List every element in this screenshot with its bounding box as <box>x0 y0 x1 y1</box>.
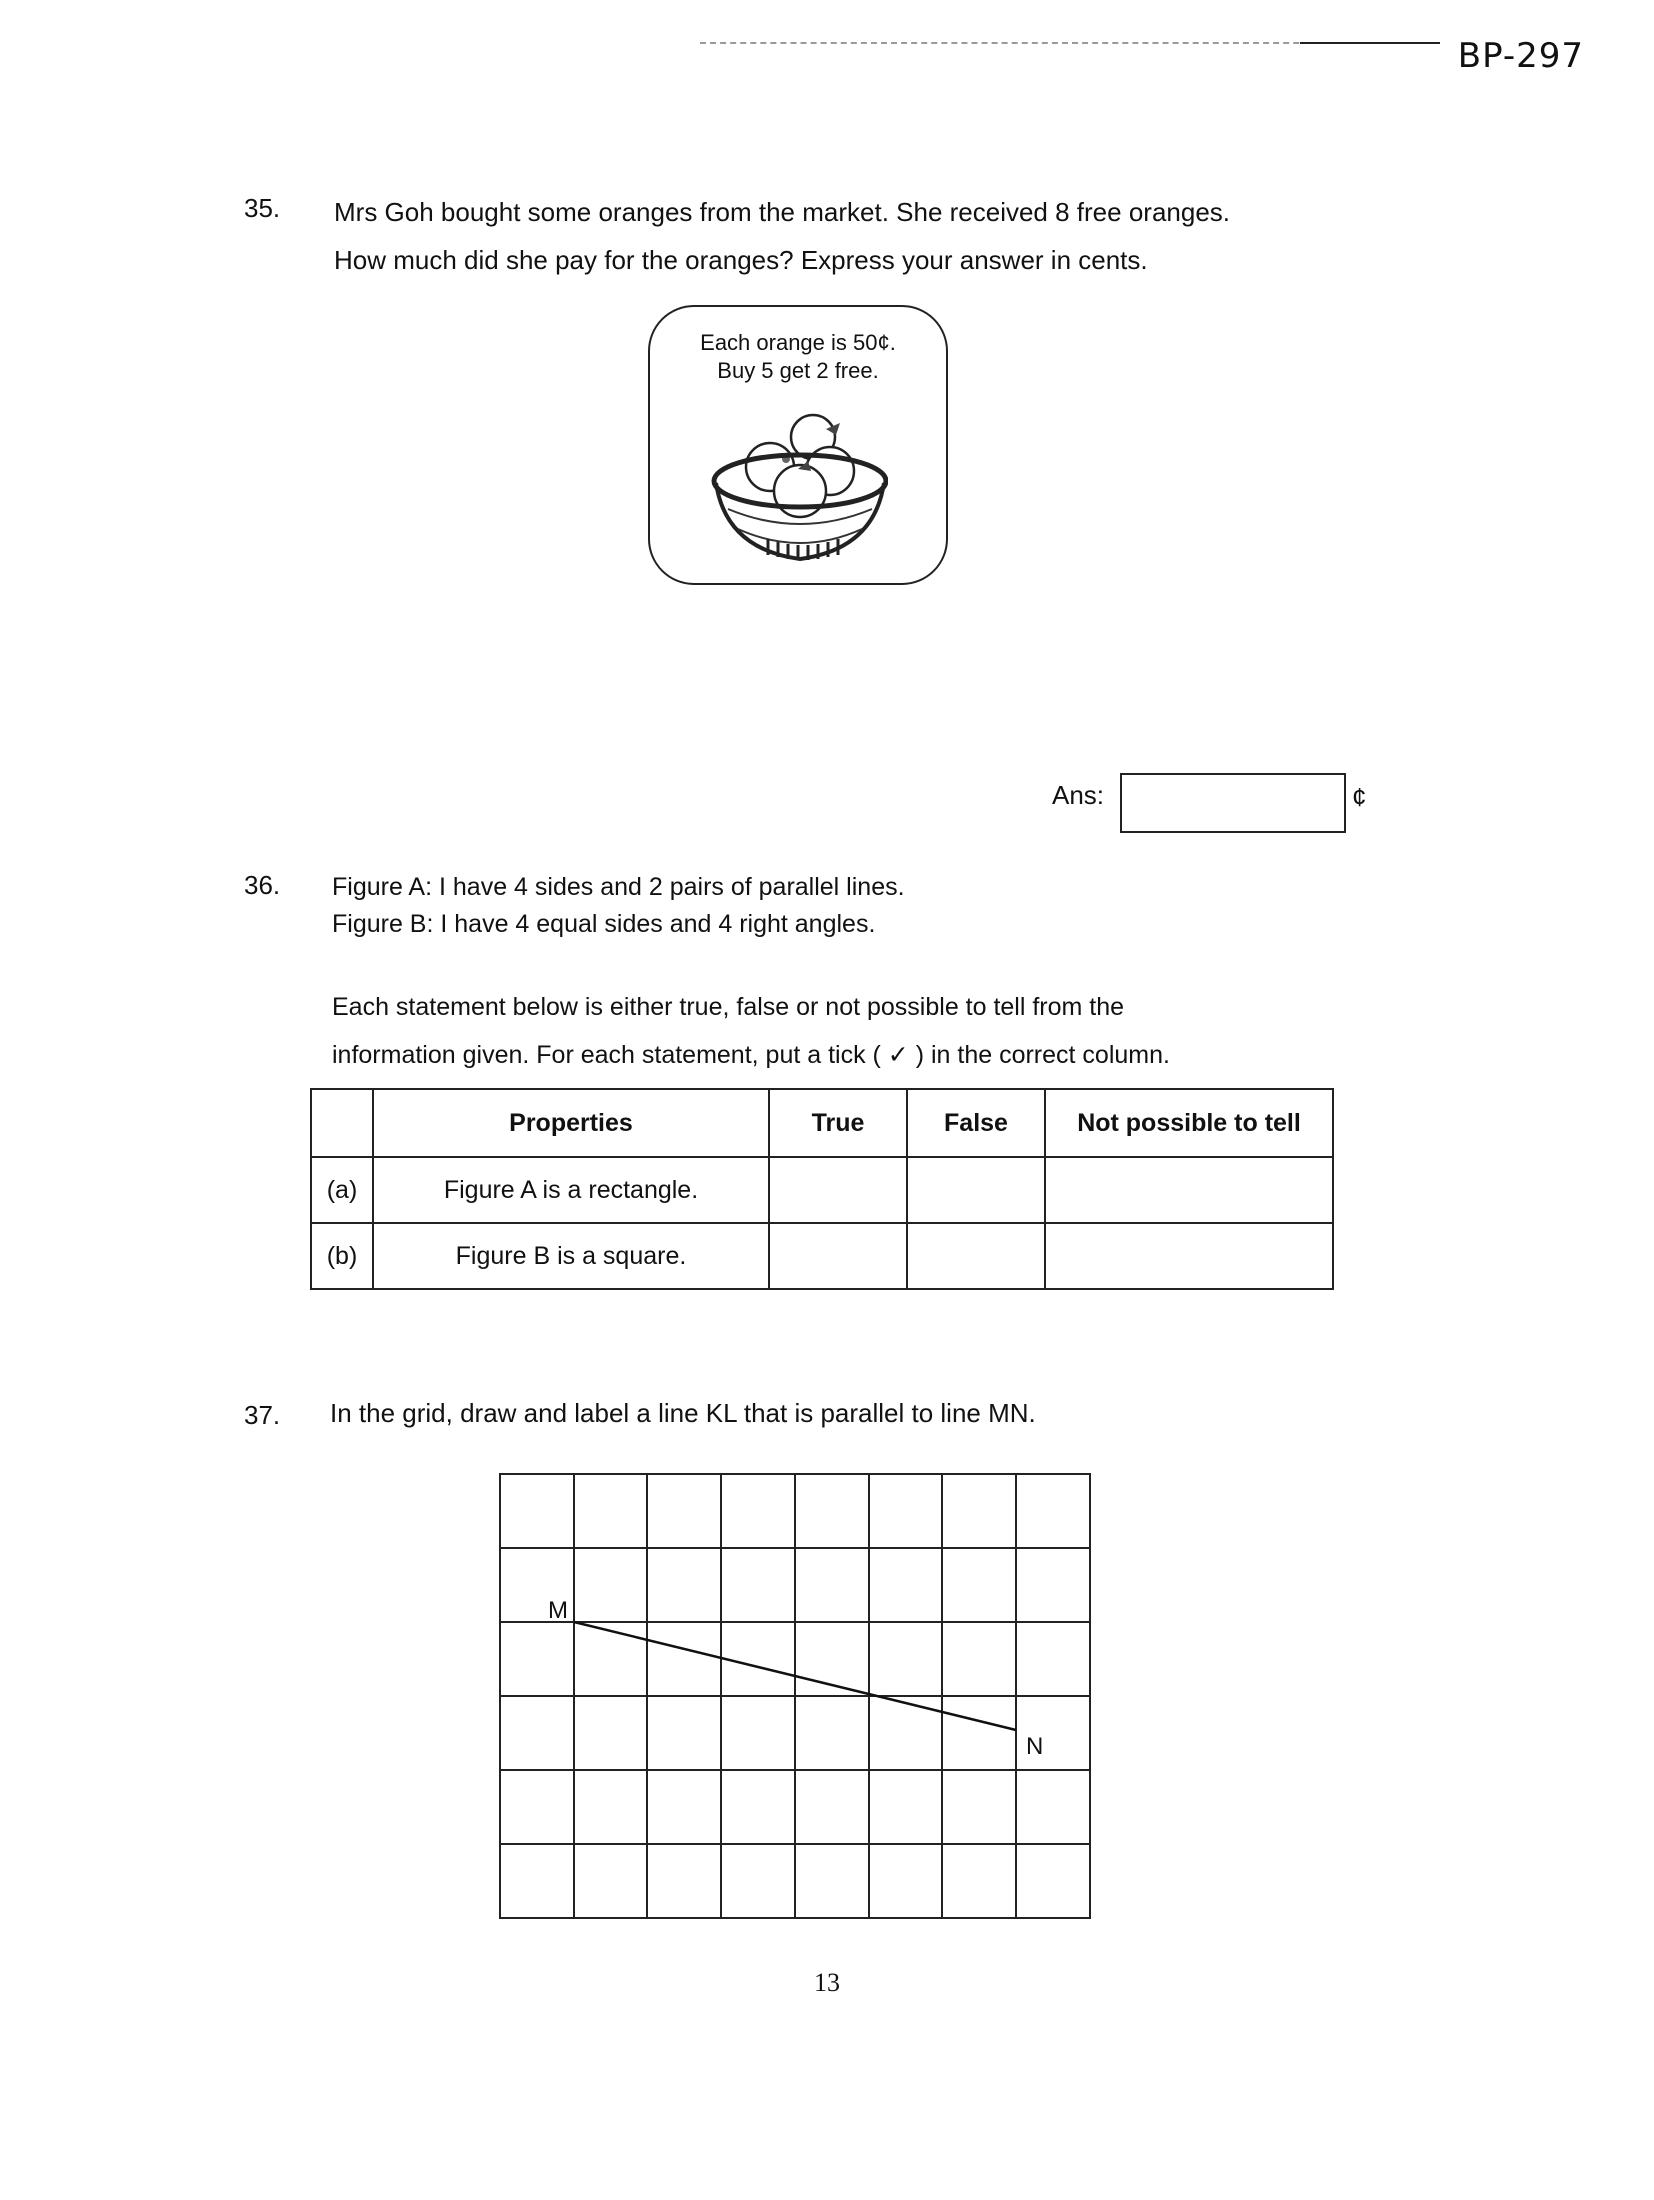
table-header-true: True <box>769 1089 907 1157</box>
table-header-not-possible: Not possible to tell <box>1045 1089 1333 1157</box>
q36-figure-a: Figure A: I have 4 sides and 2 pairs of parallel lines. <box>332 873 905 901</box>
row-statement: Figure A is a rectangle. <box>373 1157 769 1223</box>
table-header-properties: Properties <box>373 1089 769 1157</box>
tick-cell-true[interactable] <box>769 1223 907 1289</box>
label-m: M <box>548 1597 568 1624</box>
q35-unit: ¢ <box>1352 782 1367 812</box>
q36-instruction-2: information given. For each statement, put a tick ( ✓ ) in the correct column. <box>332 1041 1170 1069</box>
promo-price-text: Each orange is 50¢. <box>700 330 896 355</box>
q37-text: In the grid, draw and label a line KL that is parallel to line MN. <box>330 1398 1036 1428</box>
table-header-false: False <box>907 1089 1045 1157</box>
q35-answer-label: Ans: <box>1052 780 1105 810</box>
tick-cell-false[interactable] <box>907 1157 1045 1223</box>
row-statement: Figure B is a square. <box>373 1223 769 1289</box>
promo-offer-text: Buy 5 get 2 free. <box>717 358 879 383</box>
paper-code: BP-297 <box>1457 36 1584 76</box>
header-rule-solid <box>1300 42 1440 44</box>
table-header-blank <box>311 1089 373 1157</box>
square-grid[interactable] <box>498 1472 1098 1932</box>
q36-instruction-1: Each statement below is either true, false or not possible to tell from the <box>332 993 1125 1021</box>
q36-number: 36. <box>244 870 281 900</box>
orange-basket-illustration <box>708 399 888 579</box>
q35-answer-box[interactable] <box>1120 773 1346 833</box>
tick-cell-not-possible[interactable] <box>1045 1223 1333 1289</box>
table-header-row <box>311 1089 1333 1157</box>
table-row <box>311 1157 1333 1223</box>
row-label: (b) <box>311 1223 373 1289</box>
orange-promo-card <box>648 305 948 585</box>
q35-line1: Mrs Goh bought some oranges from the market. She received 8 free oranges. <box>334 197 1231 227</box>
table-row <box>311 1223 1333 1289</box>
properties-table <box>310 1088 1334 1290</box>
tick-cell-not-possible[interactable] <box>1045 1157 1333 1223</box>
q35-number: 35. <box>244 193 281 223</box>
q37-number: 37. <box>244 1400 281 1430</box>
page-number: 13 <box>814 1968 840 1997</box>
q35-line2: How much did she pay for the oranges? Express your answer in cents. <box>334 245 1148 275</box>
label-n: N <box>1026 1733 1044 1760</box>
tick-cell-true[interactable] <box>769 1157 907 1223</box>
tick-cell-false[interactable] <box>907 1223 1045 1289</box>
row-label: (a) <box>311 1157 373 1223</box>
q36-figure-b: Figure B: I have 4 equal sides and 4 right angles. <box>332 910 876 938</box>
